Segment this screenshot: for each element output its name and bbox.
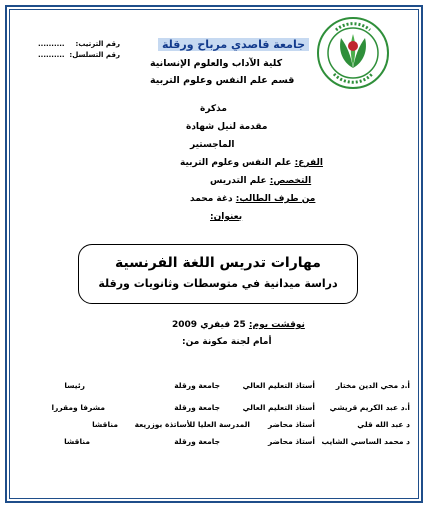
- student-label: من طرف الطالب:: [235, 194, 316, 204]
- student-line: [190, 194, 315, 204]
- jury-role: مناقشا: [92, 420, 118, 429]
- jury-rank: أستاذ التعليم العالي: [242, 381, 315, 390]
- specialty-line: [210, 176, 311, 186]
- jury-row: [40, 403, 410, 415]
- jury-row: [40, 381, 410, 393]
- presented-for: مقدمة لنيل شهادة: [186, 122, 268, 132]
- specialty-label: التخصص:: [269, 176, 312, 186]
- defense-date-label: نوقشت يوم:: [248, 320, 305, 330]
- branch-label: الفرع:: [294, 158, 323, 168]
- branch-line: [180, 158, 323, 168]
- jury-rank: أستاذ محاضر: [267, 437, 315, 446]
- defense-date: 25 فيفري 2009: [172, 320, 246, 330]
- thesis-kind: مذكرة: [200, 104, 227, 114]
- order-number-label: رقم الترتيب:: [75, 40, 120, 48]
- reference-box: [38, 40, 120, 62]
- department-name: قسم علم النفس وعلوم التربية: [150, 75, 295, 86]
- jury-name: د عبد الله قلي: [357, 420, 410, 429]
- thesis-subtitle: دراسة ميدانية في متوسطات وثانويات ورقلة: [98, 277, 338, 290]
- order-number-dots: ..........: [38, 40, 65, 48]
- university-logo-icon: [316, 16, 390, 90]
- jury-name: أ.د عبد الكريم قريشي: [329, 403, 410, 412]
- jury-name: أ.د محي الدين مختار: [335, 381, 410, 390]
- jury-rank: أستاذ التعليم العالي: [242, 403, 315, 412]
- student-name: دغة محمد: [190, 194, 233, 204]
- jury-institution: جامعة ورقلة: [174, 437, 220, 446]
- jury-institution: المدرسة العليا للأساتذة بوزريعة: [134, 420, 250, 429]
- jury-rank: أستاذ محاضر: [267, 420, 315, 429]
- serial-number-dots: ..........: [38, 51, 65, 59]
- committee-label: أمام لجنة مكونة من:: [182, 337, 272, 347]
- faculty-name: كلية الآداب والعلوم الإنسانية: [150, 58, 283, 69]
- defense-date-line: [172, 320, 305, 330]
- title-label: بعنوان:: [210, 212, 243, 222]
- university-name: جامعة قاصدي مرباح ورقلة: [158, 38, 309, 51]
- jury-role: رئيسا: [64, 381, 85, 390]
- thesis-title-box: [78, 244, 358, 304]
- branch-value: علم النفس وعلوم التربية: [180, 158, 292, 168]
- specialty-value: علم التدريس: [210, 176, 267, 186]
- jury-name: د محمد الساسي الشايب: [321, 437, 410, 446]
- thesis-title: مهارات تدريس اللغة الفرنسية: [115, 255, 321, 271]
- jury-row: [40, 437, 410, 449]
- jury-institution: جامعة ورقلة: [174, 403, 220, 412]
- serial-number-label: رقم التسلسل:: [69, 51, 120, 59]
- jury-row: [40, 420, 410, 432]
- jury-role: مناقشا: [64, 437, 90, 446]
- degree: الماجستير: [190, 140, 235, 150]
- jury-role: مشرفا ومقررا: [51, 403, 105, 412]
- jury-institution: جامعة ورقلة: [174, 381, 220, 390]
